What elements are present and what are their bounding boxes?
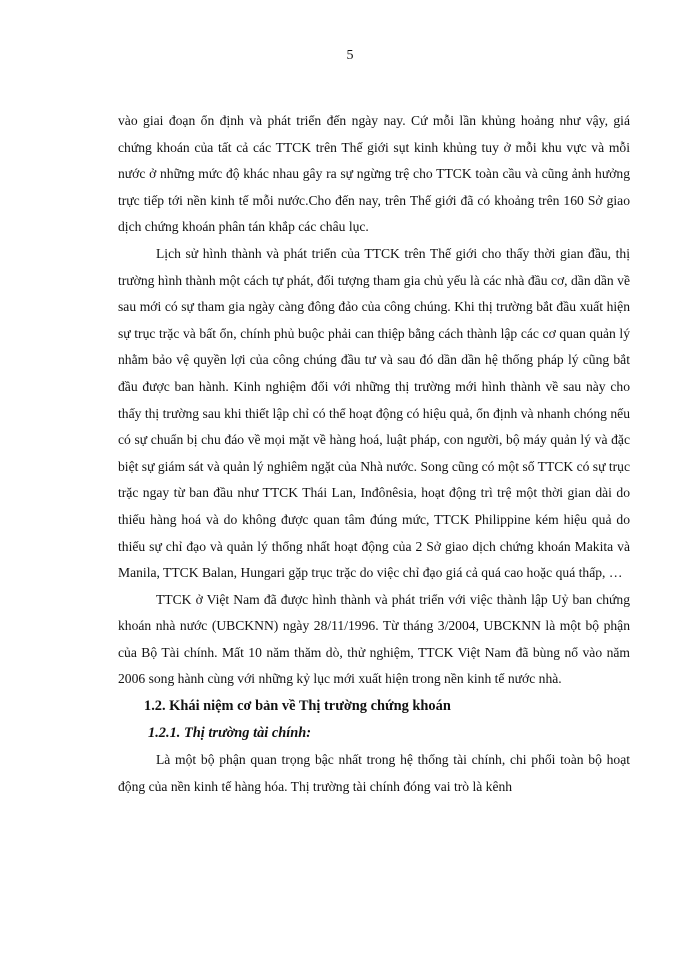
- paragraph-continuation: vào giai đoạn ổn định và phát triển đến ngày nay. Cứ mỗi lần khủng hoảng như vậy, giá chứng khoán của tất cả các TTCK trên Thế giới sụt kinh khủng tuy ở mỗi khu vực và mỗi nước ở những mức độ khác nhau gây ra sự ngừng trệ cho TTCK toàn cầu và cũng ảnh hưởng trực tiếp tới nền kinh tế mỗi nước.Cho đến nay, trên Thế giới đã có khoảng trên 160 Sở giao dịch chứng khoán phân tán khắp các châu lục.: [118, 113, 630, 235]
- page-number: 5: [346, 48, 354, 63]
- section-heading: 1.2. Khái niệm cơ bản về Thị trường chứng khoán: [144, 698, 451, 715]
- paragraph-world-history: Lịch sử hình thành và phát triển của TTCK trên Thế giới cho thấy thời gian đầu, thị trường hình thành một cách tự phát, đối tượng tham gia chủ yếu là các nhà đầu cơ, dần dần về sau mới có sự tham gia ngày càng đông đảo của công chúng. Khi thị trường bắt đầu xuất hiện sự trục trặc và bất ổn, chính phủ buộc phải can thiệp bằng cách thành lập các cơ quan quản lý nhằm bảo vệ quyền lợi của công chúng đầu tư và sau đó dần dần hệ thống pháp lý cũng bắt đầu được ban hành. Kinh nghiệm đối với những thị trường mới hình thành về sau này cho thấy thị trường sau khi thiết lập chỉ có thể hoạt động có hiệu quả, ổn định và nhanh chóng nếu có sự chuẩn bị chu đáo về mọi mặt về hàng hoá, luật pháp, con người, bộ máy quản lý và đặc biệt sự giám sát và quản lý nghiêm ngặt của Nhà nước. Song cũng có một số TTCK có sự trục trặc ngay từ ban đầu như TTCK Thái Lan, Inđônêsia, hoạt động trì trệ một thời gian dài do thiếu hàng hoá và do không được quan tâm đúng mức, TTCK Philippine kém hiệu quả do thiếu sự chỉ đạo và quản lý thống nhất hoạt động của 2 Sở giao dịch chứng khoán Makita và Manila, TTCK Balan, Hungari gặp trục trặc do việc chỉ đạo giá cả quá cao hoặc quá thấp, …: [118, 245, 630, 581]
- subsection-heading: 1.2.1. Thị trường tài chính:: [148, 725, 312, 742]
- paragraph-financial-market: Là một bộ phận quan trọng bậc nhất trong hệ thống tài chính, chi phối toàn bộ hoạt động của nền kinh tế hàng hóa. Thị trường tài chính đóng vai trò là kênh: [118, 752, 630, 794]
- paragraph-vietnam: TTCK ở Việt Nam đã được hình thành và phát triển với việc thành lập Uỷ ban chứng khoán nhà nước (UBCKNN) ngày 28/11/1996. Từ tháng 3/2004, UBCKNN là một bộ phận của Bộ Tài chính. Mất 10 năm thăm dò, thử nghiệm, TTCK Việt Nam đã bùng nổ vào năm 2006 song hành cùng với những kỷ lục mới xuất hiện trong nền kinh tế nước nhà.: [118, 591, 630, 687]
- body-text: [118, 108, 630, 800]
